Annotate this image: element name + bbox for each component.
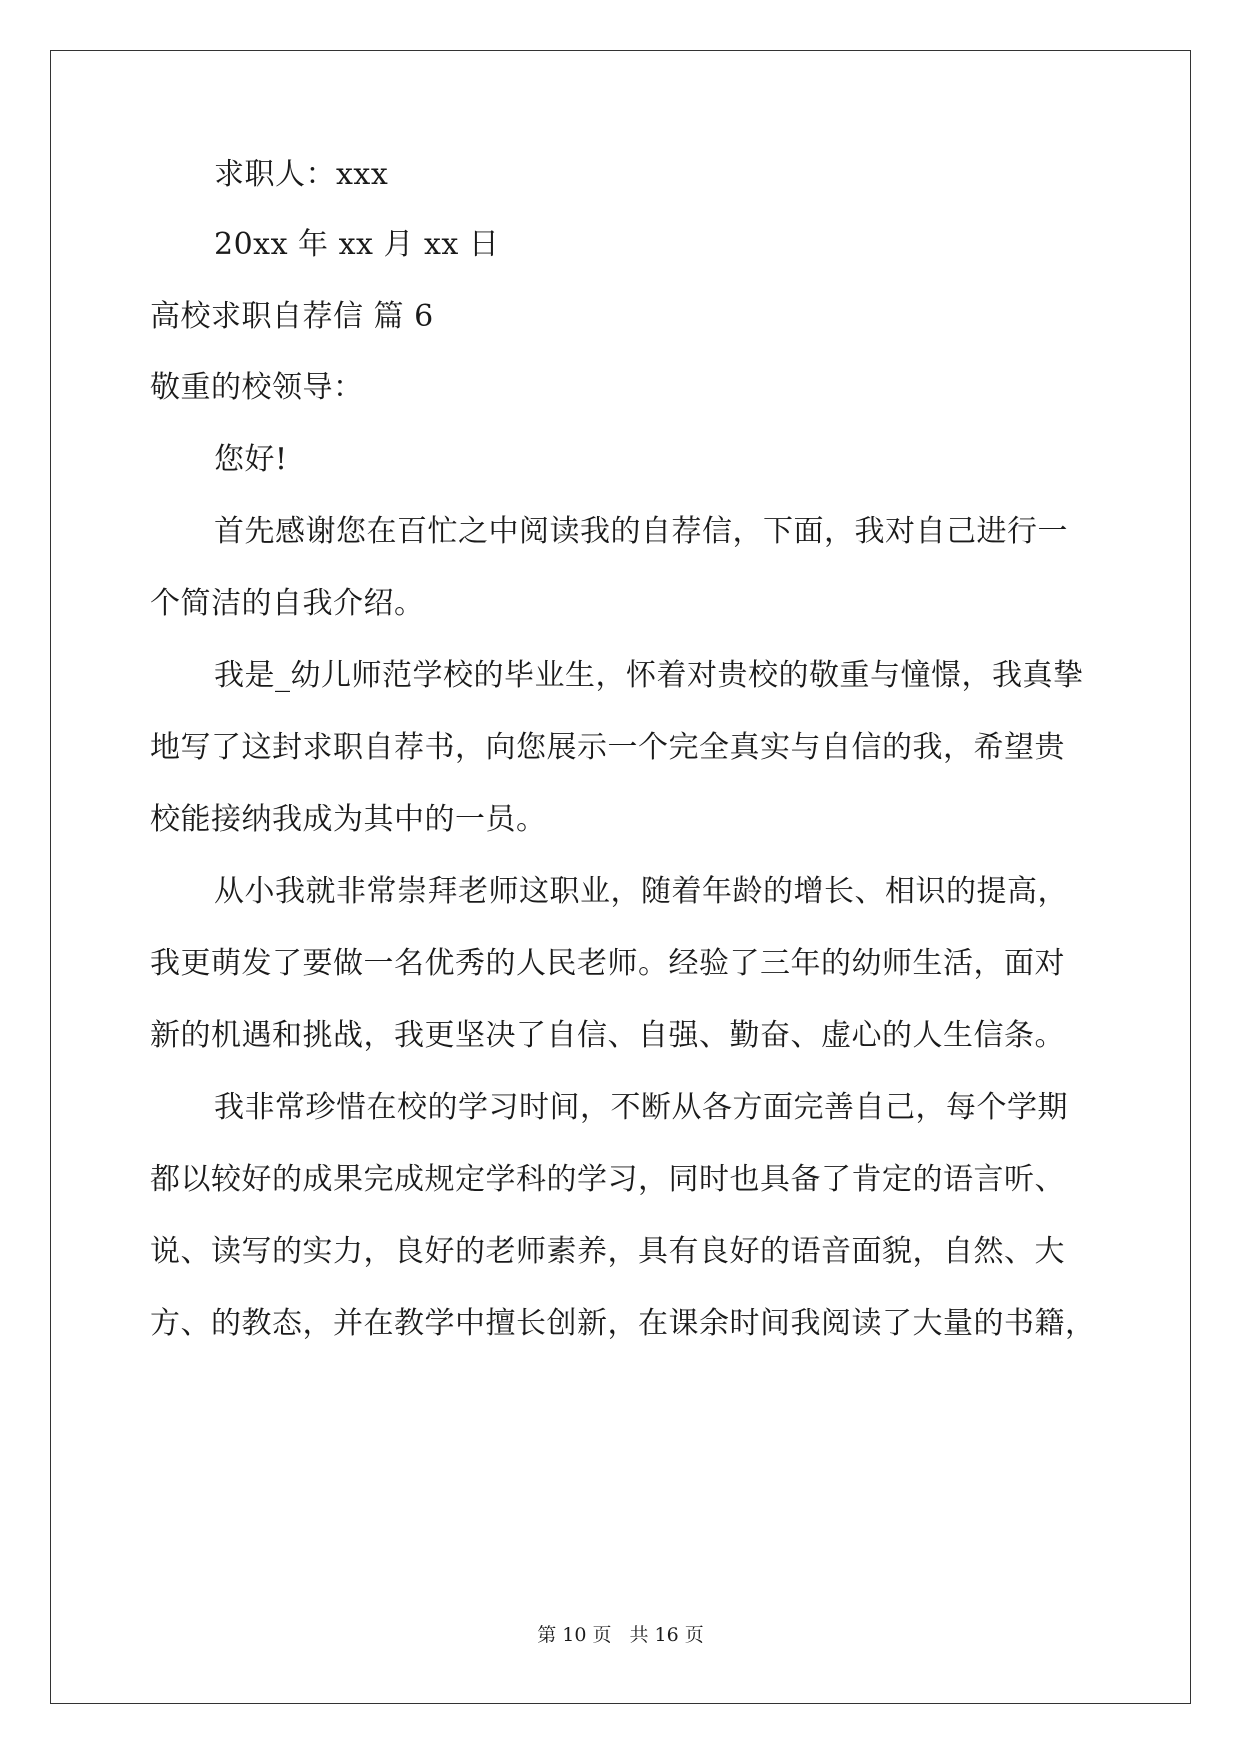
current-page-number: 第 10 页 xyxy=(537,1624,612,1646)
paragraph-1-line-1: 首先感谢您在百忙之中阅读我的自荐信，下面，我对自己进行一 xyxy=(214,514,1068,549)
section-title: 高校求职自荐信 篇 6 xyxy=(150,299,434,334)
paragraph-3-line-2: 我更萌发了要做一名优秀的人民老师。经验了三年的幼师生活，面对 xyxy=(150,946,1065,981)
total-page-count: 共 16 页 xyxy=(629,1624,704,1646)
paragraph-2-line-1: 我是_幼儿师范学校的毕业生，怀着对贵校的敬重与憧憬，我真挚 xyxy=(214,658,1084,693)
paragraph-4-line-1: 我非常珍惜在校的学习时间，不断从各方面完善自己，每个学期 xyxy=(214,1090,1068,1125)
paragraph-3-line-1: 从小我就非常崇拜老师这职业，随着年龄的增长、相识的提高， xyxy=(214,874,1068,909)
letter-date: 20xx 年 xx 月 xx 日 xyxy=(214,227,500,262)
page-footer xyxy=(0,1622,1241,1648)
paragraph-3-line-3: 新的机遇和挑战，我更坚决了自信、自强、勤奋、虚心的人生信条。 xyxy=(150,1018,1065,1053)
paragraph-2-line-3: 校能接纳我成为其中的一员。 xyxy=(150,802,547,837)
paragraph-4-line-4: 方、的教态，并在教学中擅长创新，在课余时间我阅读了大量的书籍， xyxy=(150,1306,1096,1341)
paragraph-2-line-2: 地写了这封求职自荐书，向您展示一个完全真实与自信的我，希望贵 xyxy=(150,730,1065,765)
paragraph-4-line-3: 说、读写的实力，良好的老师素养，具有良好的语音面貌，自然、大 xyxy=(150,1234,1065,1269)
applicant-signature: 求职人：xxx xyxy=(214,157,389,192)
paragraph-4-line-2: 都以较好的成果完成规定学科的学习，同时也具备了肯定的语言听、 xyxy=(150,1162,1065,1197)
paragraph-1-line-2: 个简洁的自我介绍。 xyxy=(150,586,425,621)
greeting: 您好! xyxy=(214,442,288,477)
salutation: 敬重的校领导： xyxy=(150,370,364,405)
